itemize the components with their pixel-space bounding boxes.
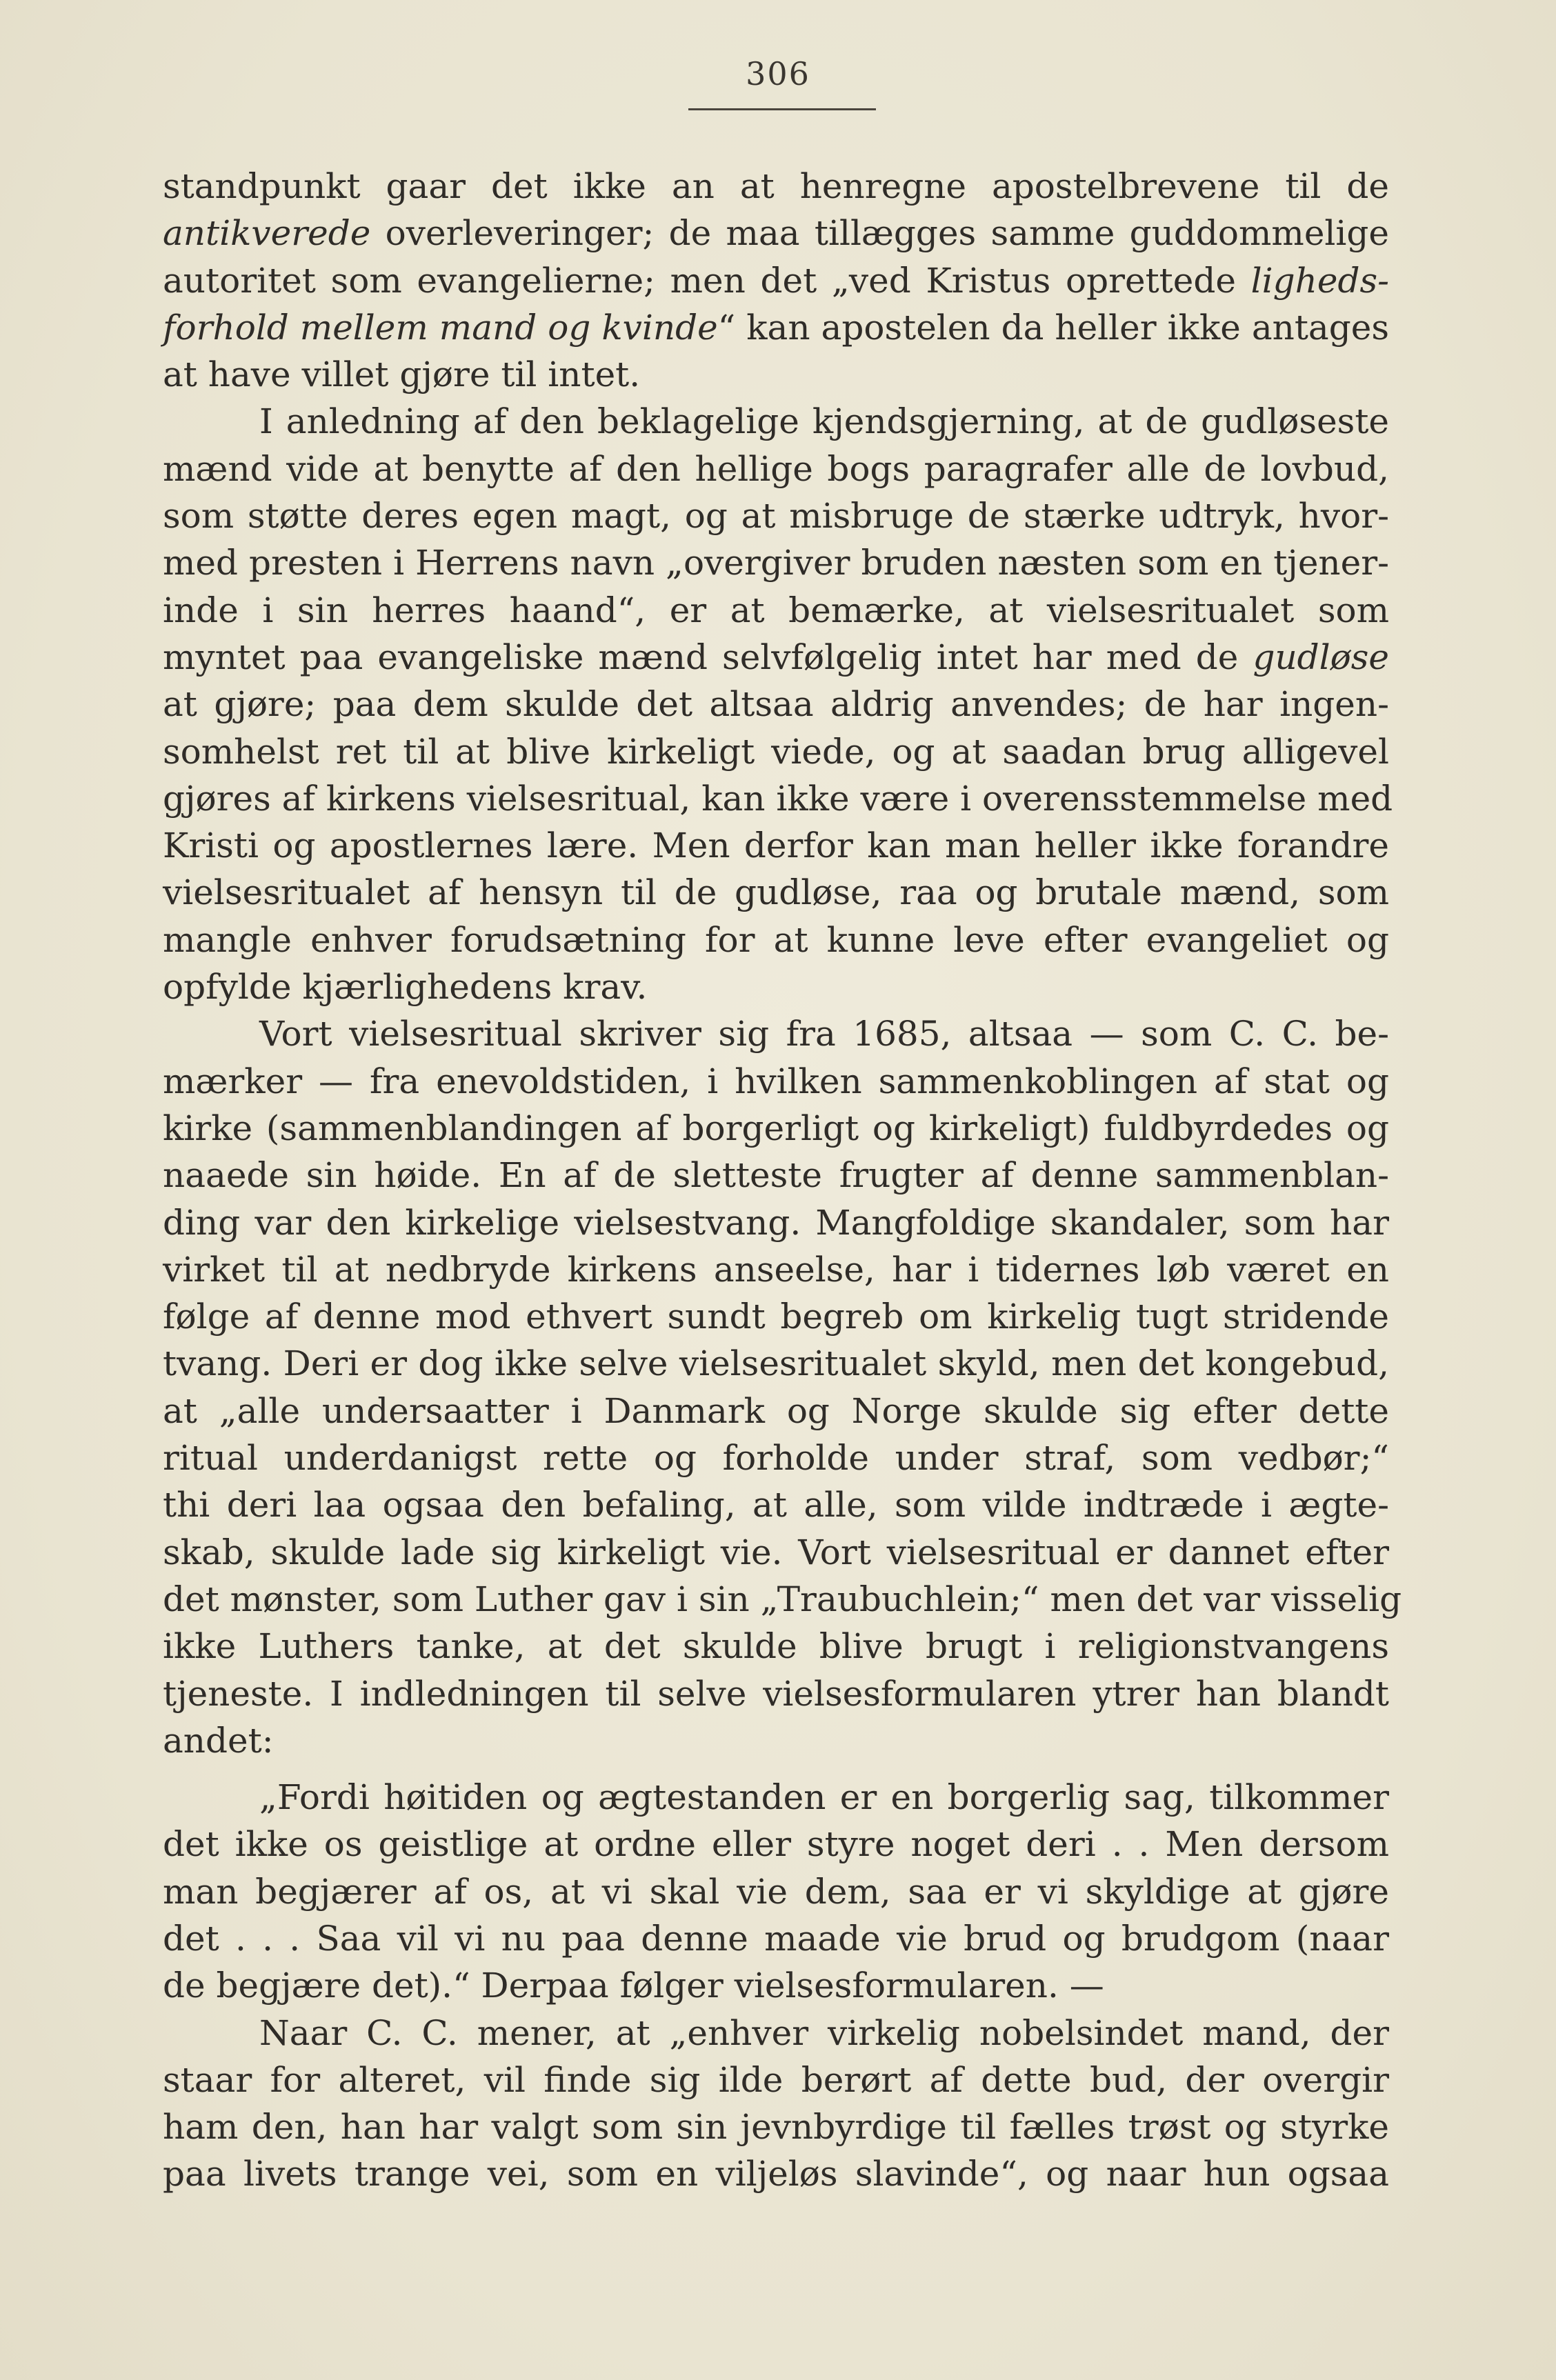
- text-line: [163, 1246, 1389, 1293]
- text-line: [163, 1105, 1389, 1152]
- text-segment: “ kan apostelen da heller ikke antages: [717, 307, 1389, 348]
- text-line: [163, 351, 1389, 398]
- text-segment: mænd vide at benytte af den hellige bogs paragrafer alle de lovbud,: [163, 448, 1389, 489]
- text-line: [163, 1340, 1389, 1387]
- text-line: [163, 917, 1389, 963]
- text-line: [163, 1481, 1389, 1528]
- text-line: [163, 681, 1389, 728]
- italic-text: antikverede: [163, 213, 371, 254]
- text-line: [163, 163, 1389, 210]
- text-segment: følge af denne mod ethvert sundt begreb om kirkelig tugt stridende: [163, 1297, 1389, 1337]
- text-line: [163, 1152, 1389, 1199]
- text-segment: som støtte deres egen magt, og at misbruge de stærke udtryk, hvor-: [163, 496, 1389, 537]
- text-line: [163, 304, 1389, 351]
- text-segment: myntet paa evangeliske mænd selvfølgelig intet har med de: [163, 637, 1253, 677]
- text-segment: skab, skulde lade sig kirkeligt vie. Vort vielsesritual er dannet efter: [163, 1532, 1389, 1572]
- text-line: [163, 1058, 1389, 1105]
- text-segment: paa livets trange vei, som en viljeløs slavinde“, og naar hun ogsaa: [163, 2154, 1389, 2194]
- text-segment: man begjærer af os, at vi skal vie dem, saa er vi skyldige at gjøre: [163, 1871, 1389, 1912]
- text-segment: det mønster, som Luther gav i sin „Traubuchlein;“ men det var visselig: [163, 1579, 1402, 1619]
- text-line: [163, 587, 1389, 634]
- text-segment: naaede sin høide. En af de sletteste frugter af denne sammenblan-: [163, 1155, 1389, 1196]
- text-line: [163, 2010, 1389, 2057]
- text-line: [163, 1434, 1389, 1481]
- text-segment: det . . . Saa vil vi nu paa denne maade vie brud og brudgom (naar: [163, 1918, 1389, 1959]
- text-segment: I anledning af den beklagelige kjendsgjerning, at de gudløseste: [259, 401, 1389, 442]
- text-segment: autoritet som evangelierne; men det „ved Kristus oprettede: [163, 260, 1251, 301]
- text-line: [163, 539, 1389, 586]
- text-segment: kirke (sammenblandingen af borgerligt og kirkeligt) fuldbyrdedes og: [163, 1108, 1389, 1148]
- text-segment: Vort vielsesritual skriver sig fra 1685, altsaa — som C. C. be-: [259, 1014, 1389, 1054]
- text-line: [163, 398, 1389, 445]
- italic-text: gudløse: [1253, 637, 1389, 677]
- page-number: 306: [746, 55, 810, 92]
- text-segment: tjeneste. I indledningen til selve vielsesformularen ytrer han blandt: [163, 1673, 1389, 1714]
- text-segment: mangle enhver forudsætning for at kunne leve efter evangeliet og: [163, 919, 1389, 960]
- text-segment: somhelst ret til at blive kirkeligt viede, og at saadan brug alligevel: [163, 731, 1389, 772]
- text-segment: de begjære det).“ Derpaa følger vielsesformularen. —: [163, 1966, 1104, 2006]
- italic-text: forhold mellem mand og kvinde: [163, 307, 718, 348]
- text-segment: Kristi og apostlernes lære. Men derfor kan man heller ikke forandre: [163, 826, 1389, 866]
- text-segment: Naar C. C. mener, at „enhver virkelig nobelsindet mand, der: [259, 2012, 1389, 2053]
- text-line: [163, 2150, 1389, 2197]
- text-line: [163, 963, 1389, 1010]
- text-segment: „Fordi høitiden og ægtestanden er en borgerlig sag, tilkommer: [259, 1777, 1389, 1818]
- text-segment: andet:: [163, 1720, 274, 1761]
- text-segment: at have villet gjøre til intet.: [163, 354, 641, 395]
- text-line: [163, 822, 1389, 869]
- text-segment: overleveringer; de maa tillægges samme guddommelige: [370, 213, 1389, 254]
- text-segment: ham den, han har valgt som sin jevnbyrdige til fælles trøst og styrke: [163, 2107, 1389, 2148]
- text-segment: staar for alteret, vil finde sig ilde berørt af dette bud, der overgir: [163, 2059, 1389, 2100]
- text-segment: at gjøre; paa dem skulde det altsaa aldrig anvendes; de har ingen-: [163, 684, 1389, 725]
- text-line: [163, 1670, 1389, 1717]
- text-segment: inde i sin herres haand“, er at bemærke, at vielsesritualet som: [163, 590, 1389, 630]
- text-line: [163, 1717, 1389, 1764]
- text-line: [163, 2103, 1389, 2150]
- text-line: [163, 1529, 1389, 1576]
- text-line: [163, 775, 1393, 822]
- text-line: [163, 1010, 1389, 1057]
- body-text: [163, 163, 1402, 2198]
- text-line: [163, 1576, 1402, 1623]
- text-line: [163, 1915, 1389, 1962]
- text-line: [163, 2057, 1389, 2103]
- text-segment: ikke Luthers tanke, at det skulde blive brugt i religionstvangens: [163, 1626, 1389, 1667]
- text-segment: tvang. Deri er dog ikke selve vielsesritualet skyld, men det kongebud,: [163, 1343, 1389, 1384]
- text-segment: at „alle undersaatter i Danmark og Norge skulde sig efter dette: [163, 1390, 1389, 1431]
- text-line: [163, 1962, 1389, 2009]
- text-line: [163, 1623, 1389, 1670]
- text-segment: gjøres af kirkens vielsesritual, kan ikke være i overensstemmelse med: [163, 778, 1393, 819]
- text-segment: vielsesritualet af hensyn til de gudløse, raa og brutale mænd, som: [163, 872, 1389, 913]
- text-segment: virket til at nedbryde kirkens anseelse, har i tidernes løb været en: [163, 1249, 1389, 1290]
- text-line: [163, 634, 1389, 681]
- text-line: [163, 257, 1389, 304]
- text-segment: standpunkt gaar det ikke an at henregne apostelbrevene til de: [163, 166, 1389, 206]
- text-segment: opfylde kjærlighedens krav.: [163, 967, 648, 1008]
- italic-text: ligheds-: [1250, 260, 1389, 301]
- text-line: [163, 1774, 1389, 1821]
- text-segment: ding var den kirkelige vielsestvang. Mangfoldige skandaler, som har: [163, 1202, 1389, 1243]
- text-line: [163, 1199, 1389, 1246]
- text-line: [163, 446, 1389, 492]
- text-segment: mærker — fra enevoldstiden, i hvilken sammenkoblingen af stat og: [163, 1061, 1389, 1101]
- text-segment: med presten i Herrens navn „overgiver bruden næsten som en tjener-: [163, 543, 1389, 583]
- text-line: [163, 728, 1389, 775]
- text-segment: thi deri laa ogsaa den befaling, at alle, som vilde indtræde i ægte-: [163, 1485, 1389, 1526]
- text-line: [163, 869, 1389, 916]
- text-segment: ritual underdanigst rette og forholde under straf, som vedbør;“: [163, 1438, 1389, 1479]
- header-rule: [688, 108, 876, 110]
- text-line: [163, 1388, 1389, 1434]
- text-line: [163, 492, 1389, 539]
- text-line: [163, 1821, 1389, 1868]
- text-line: [163, 210, 1389, 257]
- text-line: [163, 1868, 1389, 1915]
- text-line: [163, 1293, 1389, 1340]
- text-segment: det ikke os geistlige at ordne eller styre noget deri . . Men dersom: [163, 1824, 1389, 1865]
